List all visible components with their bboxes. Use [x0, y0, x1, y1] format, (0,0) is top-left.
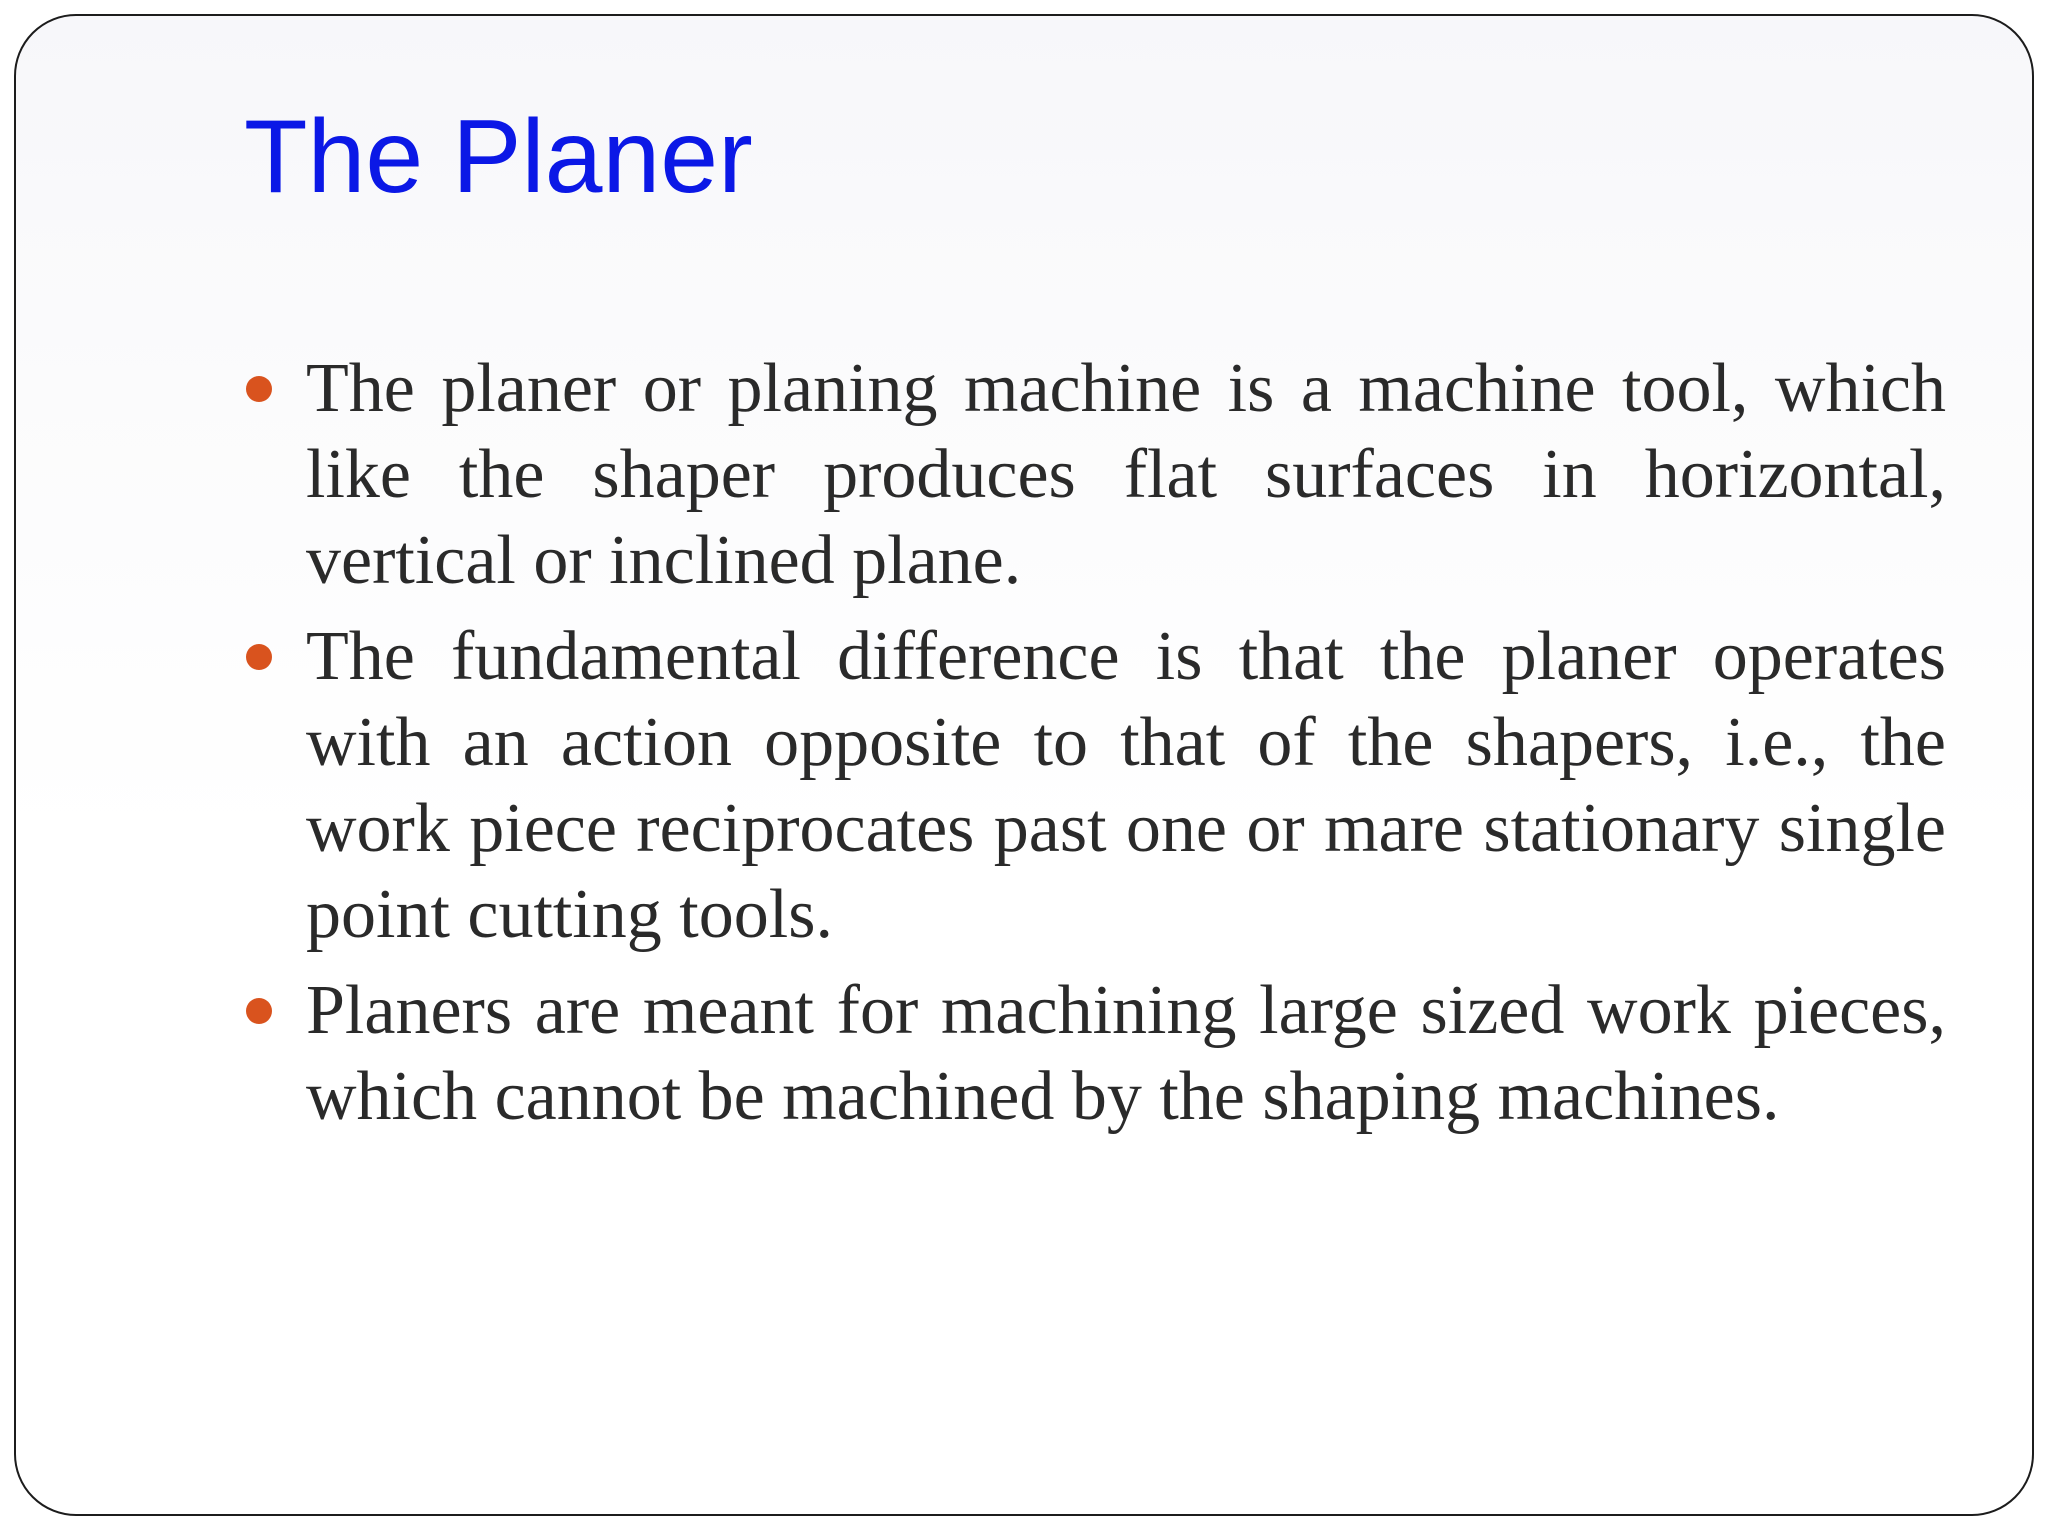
slide-frame	[14, 14, 2034, 1516]
bullet-item	[246, 346, 1946, 604]
bullet-text: The fundamental difference is that the planer operates with an action opposite to that of the shapers, i.e., the work piece reciprocates past one or mare stationary single point cutting tools.	[306, 618, 1946, 953]
bullet-text: Planers are meant for machining large sized work pieces, which cannot be machined by the shaping machines.	[306, 972, 1946, 1135]
bullet-item	[246, 968, 1946, 1140]
slide-title: The Planer	[244, 99, 753, 215]
bullet-dot-icon	[246, 644, 272, 670]
bullet-dot-icon	[246, 376, 272, 402]
bullet-list	[246, 346, 1946, 1150]
bullet-text: The planer or planing machine is a machine tool, which like the shaper produces flat surfaces in horizontal, vertical or inclined plane.	[306, 350, 1946, 599]
bullet-dot-icon	[246, 998, 272, 1024]
bullet-item	[246, 614, 1946, 958]
